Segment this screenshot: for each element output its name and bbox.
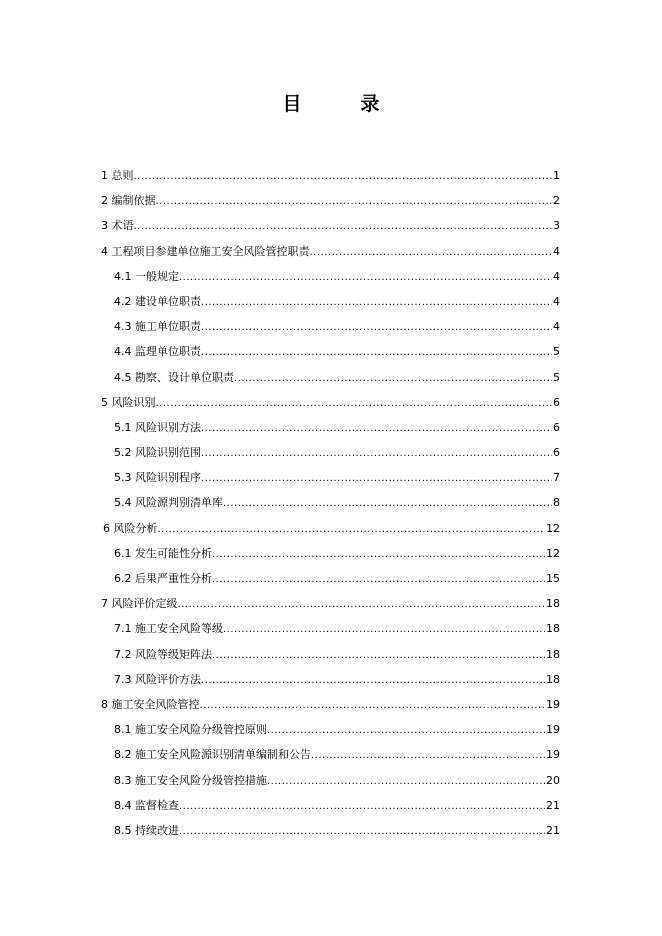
toc-dot-leader <box>179 822 545 842</box>
toc-page-number: 5 <box>553 370 560 384</box>
toc-page-number: 18 <box>546 597 560 611</box>
toc-entry-label: 4.2 建设单位职责 <box>114 294 201 308</box>
toc-entry[interactable] <box>101 393 560 418</box>
toc-entry-label: 8.2 施工安全风险源识别清单编制和公告 <box>114 748 311 762</box>
toc-page-number: 8 <box>553 496 560 510</box>
toc-entry[interactable] <box>101 191 560 216</box>
toc-dot-leader <box>267 772 545 792</box>
toc-dot-leader <box>179 268 552 288</box>
toc-page-number: 7 <box>553 471 560 485</box>
toc-entry-label: 7 风险评价定级 <box>101 597 178 611</box>
toc-dot-leader <box>179 797 545 817</box>
toc-entry[interactable] <box>101 720 560 745</box>
toc-dot-leader <box>267 721 545 741</box>
toc-page-number: 21 <box>546 798 560 812</box>
toc-entry-label: 4.1 一般规定 <box>114 269 179 283</box>
toc-entry[interactable] <box>101 443 560 468</box>
toc-dot-leader <box>200 696 546 716</box>
toc-dot-leader <box>212 545 545 565</box>
toc-page-number: 19 <box>546 748 560 762</box>
toc-page-number: 2 <box>553 194 560 208</box>
toc-page-number: 5 <box>553 345 560 359</box>
toc-entry[interactable] <box>101 368 560 393</box>
toc-page-number: 4 <box>553 269 560 283</box>
toc-entry-label: 3 术语 <box>101 219 134 233</box>
toc-entry-label: 5.3 风险识别程序 <box>114 471 201 485</box>
toc-page-number: 12 <box>546 546 560 560</box>
toc-entry-label: 7.2 风险等级矩阵法 <box>114 647 212 661</box>
toc-page-number: 18 <box>546 672 560 686</box>
toc-entry[interactable] <box>101 821 560 846</box>
toc-dot-leader <box>310 243 553 263</box>
toc-page-number: 6 <box>553 420 560 434</box>
page-title: 目 录 <box>282 93 400 115</box>
toc-entry-label: 7.3 风险评价方法 <box>114 672 201 686</box>
toc-entry-label: 8.1 施工安全风险分级管控原则 <box>114 723 267 737</box>
toc-entry[interactable] <box>101 670 560 695</box>
toc-dot-leader <box>201 469 552 489</box>
toc-entry[interactable] <box>101 267 560 292</box>
toc-dot-leader <box>223 620 545 640</box>
toc-dot-leader <box>156 394 553 414</box>
toc-dot-leader <box>223 494 552 514</box>
toc-dot-leader <box>134 167 553 187</box>
toc-entry-label: 5 风险识别 <box>101 395 156 409</box>
toc-page-number: 19 <box>546 723 560 737</box>
toc-entry-label: 8.3 施工安全风险分级管控措施 <box>114 773 267 787</box>
toc-page-number: 18 <box>546 647 560 661</box>
toc-dot-leader <box>178 595 546 615</box>
toc-entry-label: 6 风险分析 <box>103 521 158 535</box>
toc-entry[interactable] <box>101 619 560 644</box>
toc-entry-label: 8.4 监督检查 <box>114 798 179 812</box>
toc-entry-label: 2 编制依据 <box>101 194 156 208</box>
toc-entry-label: 4.5 勘察、设计单位职责 <box>114 370 234 384</box>
toc-entry-label: 4.3 施工单位职责 <box>114 320 201 334</box>
toc-page-number: 4 <box>553 294 560 308</box>
toc-page-number: 15 <box>546 572 560 585</box>
toc-entry-label: 1 总则 <box>101 169 134 182</box>
toc-entry-label: 4 工程项目参建单位施工安全风险管控职责 <box>101 244 310 258</box>
toc-page-number: 21 <box>546 823 560 837</box>
toc-dot-leader <box>234 369 552 389</box>
toc-entry-label: 8 施工安全风险管控 <box>101 697 200 711</box>
toc-page-number: 19 <box>546 697 560 711</box>
toc-entry[interactable] <box>101 418 560 443</box>
toc-page-number: 20 <box>546 773 560 787</box>
toc-entry[interactable] <box>101 166 560 191</box>
toc-entry-label: 5.2 风险识别范围 <box>114 446 201 460</box>
toc-entry[interactable] <box>101 745 560 770</box>
toc-entry-label: 5.1 风险识别方法 <box>114 420 201 434</box>
toc-entry[interactable] <box>101 594 560 619</box>
toc-dot-leader <box>212 646 545 666</box>
toc-dot-leader <box>158 520 546 540</box>
toc-entry[interactable] <box>101 216 560 241</box>
toc-dot-leader <box>134 217 553 237</box>
toc-entry[interactable] <box>101 342 560 367</box>
toc-entry[interactable] <box>101 317 560 342</box>
toc-dot-leader <box>156 192 553 212</box>
toc-dot-leader <box>311 746 545 766</box>
toc-page-number: 1 <box>553 169 560 182</box>
toc-dot-leader <box>212 570 545 590</box>
toc-entry-label: 5.4 风险源判别清单库 <box>114 496 223 510</box>
toc-page-number: 12 <box>546 521 560 535</box>
toc-entry[interactable] <box>101 695 560 720</box>
toc-entry[interactable] <box>101 242 560 267</box>
toc-page-number: 3 <box>553 219 560 233</box>
toc-dot-leader <box>201 293 552 313</box>
toc-page-number: 18 <box>546 622 560 636</box>
toc-page-number: 6 <box>553 446 560 460</box>
toc-dot-leader <box>201 318 552 338</box>
toc-entry[interactable] <box>101 292 560 317</box>
toc-entry-label: 7.1 施工安全风险等级 <box>114 622 223 636</box>
toc-dot-leader <box>201 671 545 691</box>
toc-dot-leader <box>201 419 552 439</box>
toc-entry[interactable] <box>101 468 560 493</box>
toc-dot-leader <box>201 343 552 363</box>
toc-entry-label: 6.1 发生可能性分析 <box>114 546 212 560</box>
toc-entry[interactable] <box>101 569 560 594</box>
toc-entry-label: 8.5 持续改进 <box>114 823 179 837</box>
toc-dot-leader <box>201 444 552 464</box>
toc-page-number: 6 <box>553 395 560 409</box>
toc-entry[interactable] <box>101 645 560 670</box>
toc-entry[interactable] <box>101 796 560 821</box>
table-of-contents <box>101 166 560 846</box>
toc-entry[interactable] <box>101 544 560 569</box>
toc-entry[interactable] <box>101 493 560 518</box>
toc-entry-label: 6.2 后果严重性分析 <box>114 572 212 585</box>
toc-page-number: 4 <box>553 320 560 334</box>
toc-entry-label: 4.4 监理单位职责 <box>114 345 201 359</box>
toc-page-number: 4 <box>553 244 560 258</box>
toc-entry[interactable] <box>101 771 560 796</box>
toc-entry[interactable] <box>101 519 560 544</box>
